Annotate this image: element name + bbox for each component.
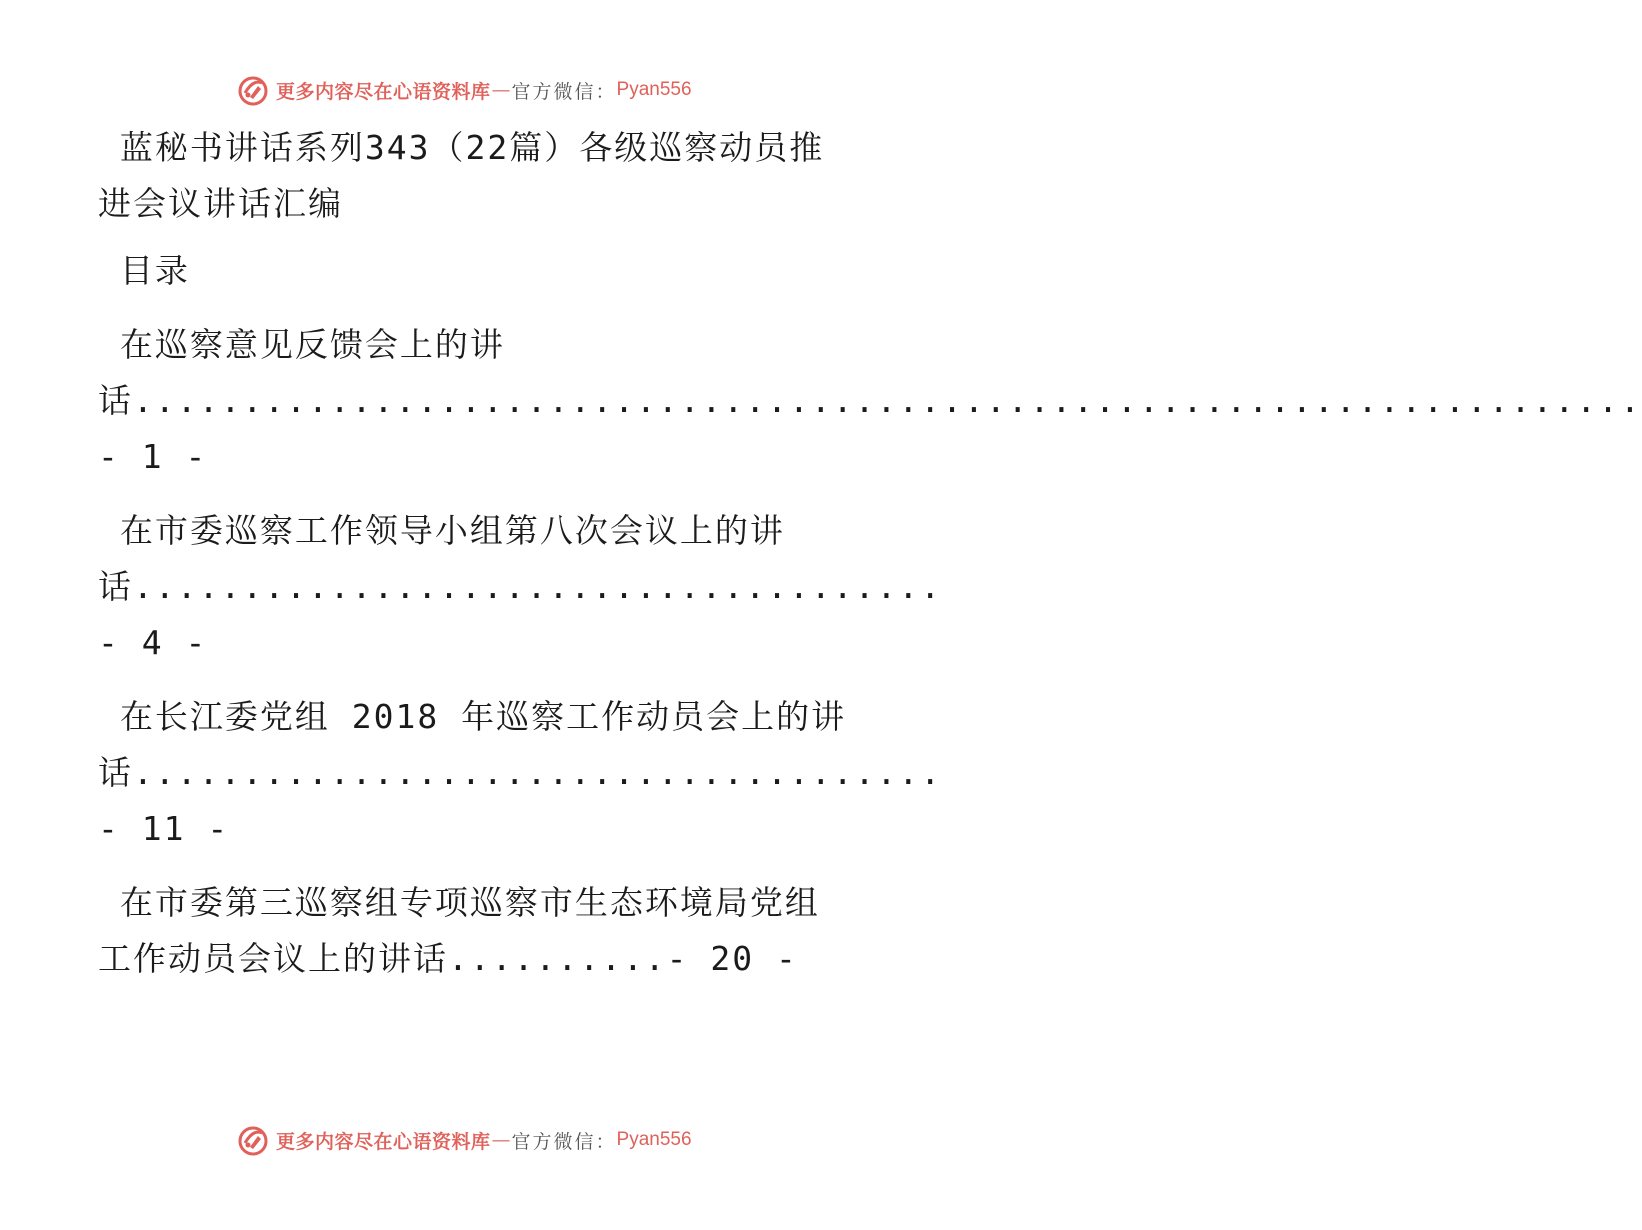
toc-entry-4: 在市委第三巡察组专项巡察市生态环境局党组工作动员会议上的讲话..........- 20 -	[98, 883, 820, 978]
document-title: 蓝秘书讲话系列343（22篇）各级巡察动员推进会议讲话汇编	[98, 128, 825, 223]
banner-wechat-label: 官方微信：	[511, 1130, 617, 1153]
banner-wechat-label: 官方微信：	[511, 80, 617, 103]
document-body	[98, 120, 1642, 1005]
banner-wechat-id: Pyan556	[616, 79, 692, 100]
header-banner	[236, 70, 692, 110]
banner-main-text: 更多内容尽在心语资料库	[276, 80, 491, 103]
toc-entry-1: 在巡察意见反馈会上的讲 话.....................................................................- 1 -	[98, 325, 1642, 476]
brand-logo-icon	[236, 1123, 270, 1157]
toc-entry-2: 在市委巡察工作领导小组第八次会议上的讲话.....................................- 4 -	[98, 511, 943, 662]
banner-main-text: 更多内容尽在心语资料库	[276, 1130, 491, 1153]
banner-dash: —	[491, 1129, 511, 1151]
banner-dash: —	[491, 79, 511, 101]
footer-banner	[236, 1120, 692, 1160]
toc-heading: 目录	[98, 251, 190, 290]
banner-wechat-id: Pyan556	[616, 1129, 692, 1150]
brand-logo-icon	[236, 73, 270, 107]
toc-entry-3: 在长江委党组 2018 年巡察工作动员会上的讲话.....................................- 11 -	[98, 697, 943, 848]
